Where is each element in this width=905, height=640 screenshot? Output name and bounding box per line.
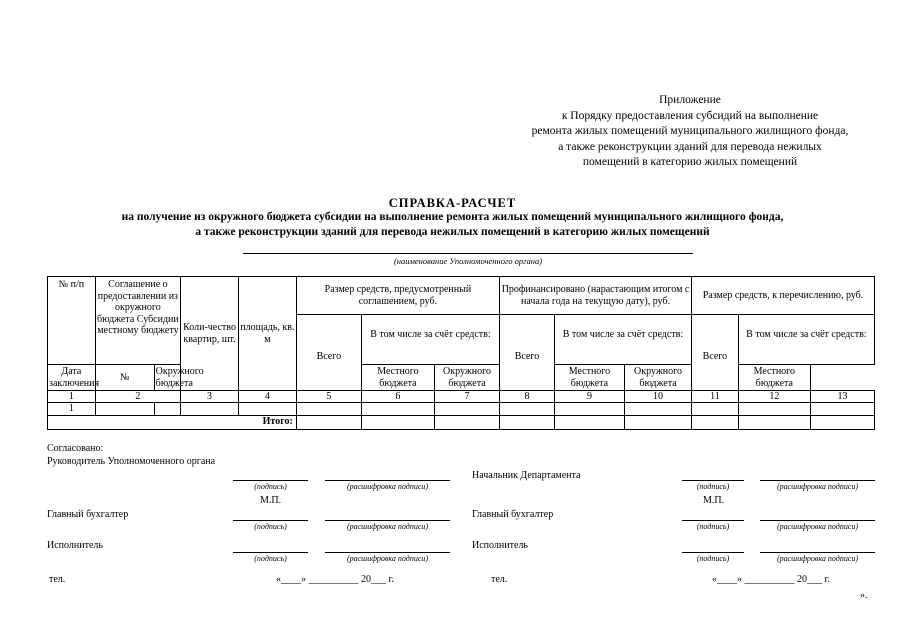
total-cell[interactable] — [624, 415, 691, 429]
tel-label: тел. — [491, 574, 508, 585]
cell-no[interactable] — [154, 403, 180, 416]
header-area: площадь, кв. м — [238, 277, 296, 391]
agreed-label: Согласовано: — [47, 443, 104, 454]
document-subtitle-2: а также реконструкции зданий для перевода нежилых помещений в категорию жилых помещений — [195, 226, 710, 238]
cell-tr-okr[interactable] — [738, 403, 810, 416]
header-transfer: Размер средств, к перечислению, руб. — [692, 277, 875, 315]
appendix-line: ремонта жилых помещений муниципального жилищного фонда, — [531, 125, 849, 137]
cell-tr-total[interactable] — [692, 403, 739, 416]
decode-caption: (расшифровка подписи) — [776, 554, 859, 563]
column-numbers-row — [48, 391, 875, 403]
header-total: Всего — [692, 315, 739, 391]
signature-line[interactable] — [233, 552, 308, 553]
header-incl: В том числе за счёт средств: — [361, 315, 499, 365]
head-authority-label: Руководитель Уполномоченного органа — [47, 456, 216, 467]
org-name-line[interactable] — [243, 253, 693, 254]
signature-caption: (подпись) — [696, 554, 730, 563]
header-date: Дата заключения — [49, 366, 100, 389]
header-incl: В том числе за счёт средств: — [554, 315, 691, 365]
header-qty: Коли-чество квартир, шт. — [181, 277, 239, 391]
total-cell[interactable] — [435, 415, 500, 429]
row-num: 1 — [48, 403, 96, 416]
appendix-line: а также реконструкции зданий для перевода нежилых — [558, 140, 822, 153]
header-mest: Местного бюджета — [361, 365, 434, 391]
header-agreement: Соглашение о предоставлении из окружного бюджета Субсидии местному бюджету — [95, 277, 180, 365]
decode-line[interactable] — [760, 520, 875, 521]
date-field[interactable]: «____» __________ 20___ г. — [276, 574, 394, 585]
date-field[interactable]: «____» __________ 20___ г. — [712, 574, 830, 585]
cell-area[interactable] — [238, 403, 296, 416]
decode-caption: (расшифровка подписи) — [776, 522, 859, 531]
cell-date[interactable] — [95, 403, 154, 416]
col-number: 2 — [95, 391, 180, 403]
decode-caption: (расшифровка подписи) — [346, 482, 429, 491]
col-number: 1 — [48, 391, 96, 403]
decode-line[interactable] — [325, 552, 450, 553]
cell-planned-mest[interactable] — [435, 403, 500, 416]
decode-caption: (расшифровка подписи) — [346, 522, 429, 531]
closing-quote: ». — [860, 590, 868, 601]
header-planned: Размер средств, предусмотренный соглашением, руб. — [296, 277, 499, 315]
stamp-label: М.П. — [260, 495, 282, 506]
header-no: № — [95, 365, 154, 391]
decode-line[interactable] — [325, 480, 450, 481]
cell-fin-mest[interactable] — [624, 403, 691, 416]
tel-label: тел. — [49, 574, 66, 585]
header-num: № п/п — [48, 277, 96, 365]
signature-caption: (подпись) — [254, 482, 287, 491]
col-number: 7 — [435, 391, 500, 403]
total-cell[interactable] — [810, 415, 874, 429]
header-okr: Окружного бюджета — [435, 365, 500, 391]
decode-line[interactable] — [760, 480, 875, 481]
appendix-line: помещений в категорию жилых помещений — [582, 156, 798, 168]
signature-caption: (подпись) — [696, 522, 730, 531]
appendix-line: Приложение — [659, 94, 721, 106]
col-number: 6 — [361, 391, 434, 403]
signature-line[interactable] — [233, 520, 308, 521]
cell-planned-total[interactable] — [296, 403, 361, 416]
cell-qty[interactable] — [181, 403, 239, 416]
header-total: Всего — [500, 315, 555, 391]
decode-line[interactable] — [760, 552, 875, 553]
table-row — [48, 403, 875, 416]
chief-accountant-label: Главный бухгалтер — [47, 509, 129, 520]
cell-fin-total[interactable] — [500, 403, 555, 416]
cell-planned-okr[interactable] — [361, 403, 434, 416]
header-okr: Окружного бюджета — [155, 366, 204, 389]
signature-line[interactable] — [682, 552, 744, 553]
header-total: Всего — [296, 315, 361, 391]
col-number: 5 — [296, 391, 361, 403]
header-okr: Окружного бюджета — [624, 365, 691, 391]
col-number: 12 — [738, 391, 810, 403]
total-cell[interactable] — [361, 415, 434, 429]
document-title: СПРАВКА-РАСЧЕТ — [388, 196, 517, 210]
col-number: 13 — [810, 391, 874, 403]
appendix-line: к Порядку предоставления субсидий на выполнение — [561, 109, 819, 122]
total-cell[interactable] — [296, 415, 361, 429]
header-incl: В том числе за счёт средств: — [738, 315, 874, 365]
col-number: 10 — [624, 391, 691, 403]
head-department-label: Начальник Департамента — [472, 470, 581, 481]
executor-label: Исполнитель — [472, 540, 528, 551]
calculation-table — [47, 276, 875, 430]
executor-label: Исполнитель — [47, 540, 103, 551]
decode-caption: (расшифровка подписи) — [776, 482, 859, 491]
header-mest: Местного бюджета — [738, 365, 810, 391]
signature-line[interactable] — [682, 520, 744, 521]
total-cell[interactable] — [554, 415, 624, 429]
chief-accountant-label: Главный бухгалтер — [472, 509, 554, 520]
appendix-block — [480, 93, 900, 171]
signature-caption: (подпись) — [696, 482, 730, 491]
header-mest: Местного бюджета — [554, 365, 624, 391]
total-cell[interactable] — [738, 415, 810, 429]
total-cell[interactable] — [692, 415, 739, 429]
col-number: 9 — [554, 391, 624, 403]
col-number: 8 — [500, 391, 555, 403]
cell-fin-okr[interactable] — [554, 403, 624, 416]
total-cell[interactable] — [500, 415, 555, 429]
signature-caption: (подпись) — [254, 554, 287, 563]
decode-caption: (расшифровка подписи) — [346, 554, 429, 563]
total-label: Итого: — [48, 415, 297, 429]
org-name-caption: (наименование Уполномоченного органа) — [393, 256, 543, 266]
stamp-label: М.П. — [703, 495, 725, 506]
col-number: 4 — [238, 391, 296, 403]
decode-line[interactable] — [325, 520, 450, 521]
document-subtitle: на получение из окружного бюджета субсидии на выполнение ремонта жилых помещений муниципального жилищного фонда, — [121, 211, 784, 223]
col-number: 11 — [692, 391, 739, 403]
header-financed: Профинансировано (нарастающим итогом с начала года на текущую дату), руб. — [500, 277, 692, 315]
signature-line[interactable] — [682, 480, 744, 481]
total-row — [48, 415, 875, 429]
col-number: 3 — [181, 391, 239, 403]
signature-caption: (подпись) — [254, 522, 287, 531]
signature-line[interactable] — [233, 480, 308, 481]
cell-tr-mest[interactable] — [810, 403, 874, 416]
